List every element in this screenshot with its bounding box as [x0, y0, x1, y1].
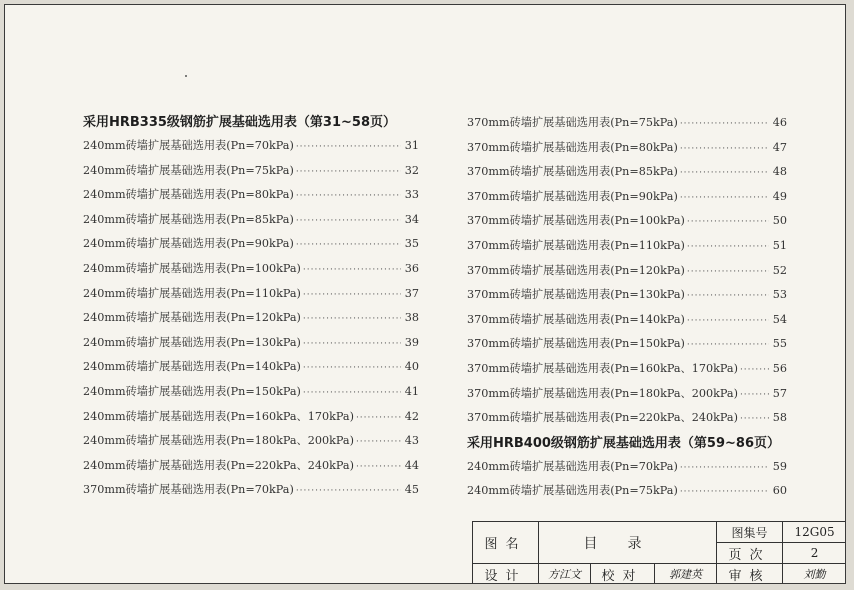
toc-entry-title: 370mm砖墙扩展基础选用表(Pn=130kPa)	[467, 288, 685, 302]
toc-entry-title: 240mm砖墙扩展基础选用表(Pn=120kPa)	[83, 311, 301, 325]
toc-entry-page: 31	[404, 139, 419, 152]
toc-entry-title: 370mm砖墙扩展基础选用表(Pn=120kPa)	[467, 263, 685, 277]
toc-entry-page: 54	[772, 312, 787, 326]
toc-entry-page: 49	[772, 189, 787, 203]
toc-entry-page: 60	[772, 484, 787, 498]
toc-entry-title: 240mm砖墙扩展基础选用表(Pn=75kPa)	[467, 484, 678, 498]
toc-entry-page: 57	[772, 386, 787, 400]
toc-entry-title: 240mm砖墙扩展基础选用表(Pn=220kPa、240kPa)	[83, 458, 354, 472]
review-signature: 刘勤	[783, 564, 846, 585]
toc-entry-page: 53	[772, 288, 787, 302]
stray-mark	[185, 75, 187, 77]
dot-leader	[680, 186, 769, 211]
toc-entry	[467, 455, 787, 480]
toc-entry	[83, 355, 419, 380]
section-heading-hrb335: 采用HRB335级钢筋扩展基础选用表（第31~58页）	[83, 115, 397, 130]
dot-leader	[680, 112, 769, 137]
toc-entry-page: 52	[772, 263, 787, 277]
dot-leader	[680, 456, 769, 481]
toc-entry-page: 45	[404, 483, 419, 497]
dot-leader	[303, 332, 401, 357]
toc-entry	[83, 478, 419, 503]
toc-entry	[467, 382, 787, 407]
dot-leader	[303, 283, 401, 308]
toc-entry-title: 370mm砖墙扩展基础选用表(Pn=180kPa、200kPa)	[467, 386, 738, 400]
toc-list-left	[83, 134, 419, 503]
toc-entry	[83, 257, 419, 282]
dot-leader	[303, 258, 401, 283]
toc-entry-title: 240mm砖墙扩展基础选用表(Pn=75kPa)	[83, 163, 294, 177]
toc-entry-page: 44	[404, 458, 419, 472]
toc-entry-title: 240mm砖墙扩展基础选用表(Pn=150kPa)	[83, 384, 301, 398]
toc-entry-title: 370mm砖墙扩展基础选用表(Pn=160kPa、170kPa)	[467, 361, 738, 375]
atlas-no-label: 图集号	[717, 522, 783, 543]
toc-entry	[467, 160, 787, 185]
toc-entry-page: 35	[404, 237, 419, 251]
toc-entry	[83, 429, 419, 454]
dot-leader	[687, 260, 769, 285]
toc-entry	[467, 283, 787, 308]
toc-entry	[467, 209, 787, 234]
toc-entry	[83, 454, 419, 479]
dot-leader	[687, 309, 769, 334]
title-block	[472, 521, 846, 584]
atlas-no: 12G05	[783, 522, 846, 543]
toc-entry-title: 370mm砖墙扩展基础选用表(Pn=110kPa)	[467, 238, 685, 252]
toc-entry	[83, 306, 419, 331]
toc-entry-title: 240mm砖墙扩展基础选用表(Pn=70kPa)	[83, 139, 294, 152]
toc-entry-page: 43	[404, 434, 419, 448]
toc-entry-page: 38	[404, 311, 419, 325]
dot-leader	[296, 479, 401, 504]
toc-entry-page: 50	[772, 214, 787, 228]
dot-leader	[356, 430, 401, 455]
dot-leader	[296, 184, 401, 209]
toc-entry	[467, 406, 787, 431]
dot-leader	[303, 307, 401, 332]
design-label: 设计	[473, 564, 539, 585]
toc-entry-page: 42	[404, 409, 419, 423]
check-signature: 郭建英	[655, 564, 717, 585]
toc-entry-title: 370mm砖墙扩展基础选用表(Pn=75kPa)	[467, 116, 678, 129]
toc-entry-title: 240mm砖墙扩展基础选用表(Pn=160kPa、170kPa)	[83, 409, 354, 423]
toc-entry-title: 240mm砖墙扩展基础选用表(Pn=140kPa)	[83, 360, 301, 374]
toc-entry-title: 240mm砖墙扩展基础选用表(Pn=100kPa)	[83, 261, 301, 275]
toc-entry-title: 240mm砖墙扩展基础选用表(Pn=90kPa)	[83, 237, 294, 251]
toc-list-right-b	[467, 455, 787, 504]
toc-entry-page: 39	[404, 335, 419, 349]
toc-entry-page: 34	[404, 212, 419, 226]
toc-entry-page: 40	[404, 360, 419, 374]
dot-leader	[296, 135, 401, 160]
toc-entry	[467, 259, 787, 284]
toc-entry	[83, 405, 419, 430]
toc-entry-title: 370mm砖墙扩展基础选用表(Pn=220kPa、240kPa)	[467, 411, 738, 425]
toc-entry	[83, 380, 419, 405]
page-label: 页次	[717, 543, 783, 564]
dot-leader	[740, 407, 769, 432]
dot-leader	[296, 233, 401, 258]
review-label: 审核	[717, 564, 783, 585]
toc-entry	[83, 183, 419, 208]
dot-leader	[356, 406, 401, 431]
toc-entry-title: 370mm砖墙扩展基础选用表(Pn=70kPa)	[83, 483, 294, 497]
dot-leader	[680, 137, 769, 162]
toc-entry	[467, 185, 787, 210]
toc-entry-page: 36	[404, 261, 419, 275]
dot-leader	[687, 235, 769, 260]
dot-leader	[687, 210, 769, 235]
toc-list-right-a	[467, 111, 787, 431]
dot-leader	[303, 381, 401, 406]
toc-entry-title: 370mm砖墙扩展基础选用表(Pn=140kPa)	[467, 312, 685, 326]
toc-entry-title: 240mm砖墙扩展基础选用表(Pn=70kPa)	[467, 459, 678, 473]
toc-entry	[467, 234, 787, 259]
dot-leader	[740, 358, 769, 383]
toc-entry	[467, 136, 787, 161]
toc-entry-page: 47	[772, 140, 787, 154]
toc-entry-title: 240mm砖墙扩展基础选用表(Pn=85kPa)	[83, 212, 294, 226]
toc-entry	[467, 111, 787, 136]
left-column	[83, 111, 419, 503]
toc-entry-page: 48	[772, 165, 787, 179]
dot-leader	[356, 455, 401, 480]
toc-entry-title: 240mm砖墙扩展基础选用表(Pn=180kPa、200kPa)	[83, 434, 354, 448]
toc-entry-title: 370mm砖墙扩展基础选用表(Pn=150kPa)	[467, 337, 685, 351]
toc-entry-page: 33	[404, 188, 419, 202]
dot-leader	[296, 209, 401, 234]
dot-leader	[303, 356, 401, 381]
dot-leader	[680, 161, 769, 186]
toc-entry-page: 46	[772, 116, 787, 129]
toc-entry	[467, 357, 787, 382]
toc-entry-title: 240mm砖墙扩展基础选用表(Pn=110kPa)	[83, 286, 301, 300]
toc-entry-title: 240mm砖墙扩展基础选用表(Pn=130kPa)	[83, 335, 301, 349]
check-label: 校对	[591, 564, 655, 585]
section-heading-hrb400: 采用HRB400级钢筋扩展基础选用表（第59~86页）	[467, 435, 781, 451]
toc-entry	[83, 331, 419, 356]
page-no: 2	[783, 543, 846, 564]
document-page	[4, 4, 846, 584]
dot-leader	[296, 160, 401, 185]
dot-leader	[687, 333, 769, 358]
right-column	[467, 111, 787, 504]
design-signature: 方江文	[539, 564, 591, 585]
dot-leader	[740, 383, 769, 408]
toc-entry-title: 370mm砖墙扩展基础选用表(Pn=85kPa)	[467, 165, 678, 179]
bleed-through-text	[415, 35, 795, 115]
toc-entry	[467, 479, 787, 504]
toc-entry-title: 370mm砖墙扩展基础选用表(Pn=90kPa)	[467, 189, 678, 203]
toc-entry-title: 240mm砖墙扩展基础选用表(Pn=80kPa)	[83, 188, 294, 202]
toc-entry	[83, 208, 419, 233]
toc-entry-page: 55	[772, 337, 787, 351]
dot-leader	[687, 284, 769, 309]
toc-entry-page: 59	[772, 459, 787, 473]
toc-entry-page: 32	[404, 163, 419, 177]
toc-entry-title: 370mm砖墙扩展基础选用表(Pn=80kPa)	[467, 140, 678, 154]
toc-entry-page: 41	[404, 384, 419, 398]
drawing-name-label: 图名	[473, 522, 539, 564]
toc-entry	[467, 308, 787, 333]
toc-entry-page: 58	[772, 411, 787, 425]
toc-entry	[83, 134, 419, 159]
toc-entry-page: 37	[404, 286, 419, 300]
toc-entry	[83, 282, 419, 307]
dot-leader	[680, 480, 769, 505]
toc-entry	[83, 232, 419, 257]
toc-entry-page: 51	[772, 238, 787, 252]
toc-entry	[467, 332, 787, 357]
toc-entry-page: 56	[772, 361, 787, 375]
drawing-name: 目录	[539, 522, 717, 564]
toc-entry-title: 370mm砖墙扩展基础选用表(Pn=100kPa)	[467, 214, 685, 228]
toc-entry	[83, 159, 419, 184]
